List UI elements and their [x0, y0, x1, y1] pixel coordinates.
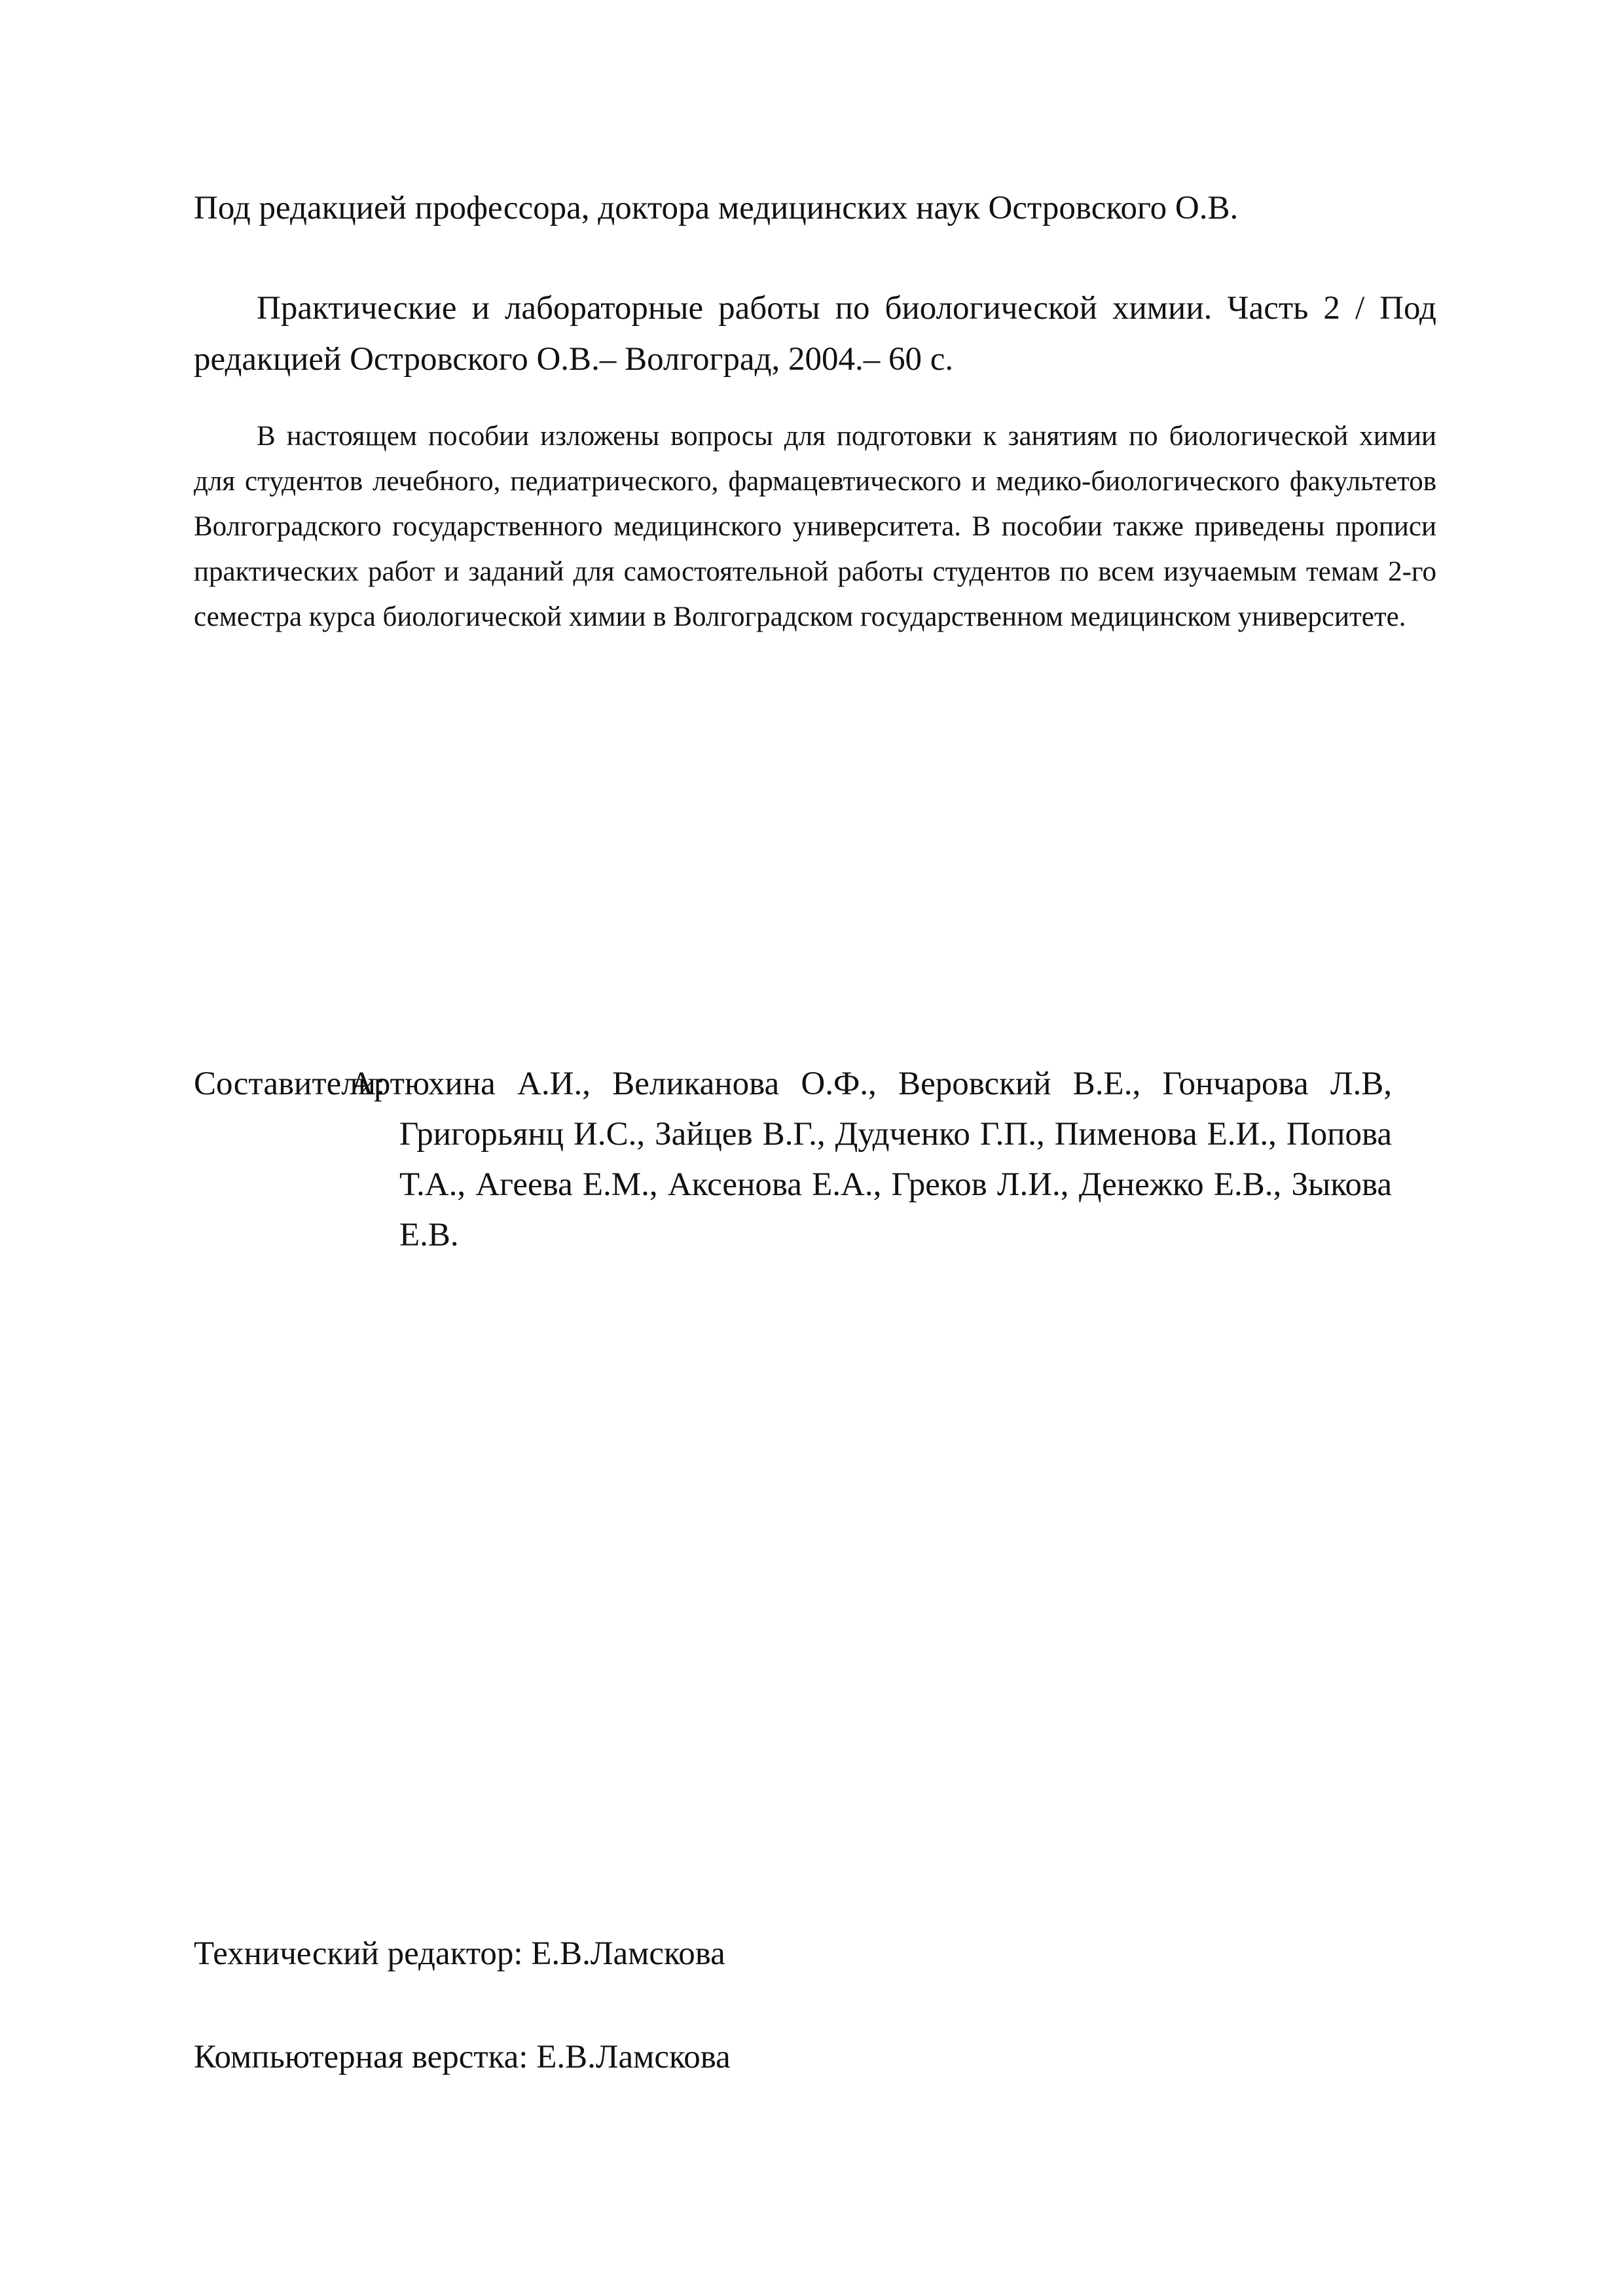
technical-editor-credit: Технический редактор: Е.В.Ламскова: [194, 1935, 725, 1972]
authors-list: Артюхина А.И., Великанова О.Ф., Веровский В.Е., Гончарова Л.В, Григорьянц И.С., Зайцев В.Г., Дудченко Г.П., Пименова Е.И., Попова Т.А., Агеева Е.М., Аксенова Е.А., Греков Л.И., Денежко Е.В., Зыкова Е.В.: [350, 1066, 1392, 1253]
computer-layout-credit: Компьютерная верстка: Е.В.Ламскова: [194, 2039, 731, 2075]
editor-line: Под редакцией профессора, доктора медицинских наук Островского О.В.: [194, 190, 1239, 226]
authors-label: Составители:: [194, 1066, 386, 1102]
bibliographic-citation: Практические и лабораторные работы по биологической химии. Часть 2 / Под редакцией Островского О.В.– Волгоград, 2004.– 60 с.: [194, 290, 1436, 378]
abstract-paragraph: В настоящем пособии изложены вопросы для подготовки к занятиям по биологической химии для студентов лечебного, педиатрического, фармацевтического и медико-биологического факультетов Волгоградского государственного медицинского университета. В пособии также приведены прописи практических работ и заданий для самостоятельной работы студентов по всем изучаемым темам 2-го семестра курса биологической химии в Волгоградском государственном медицинском университете.: [194, 421, 1436, 632]
authors-section: [194, 1059, 1392, 1261]
